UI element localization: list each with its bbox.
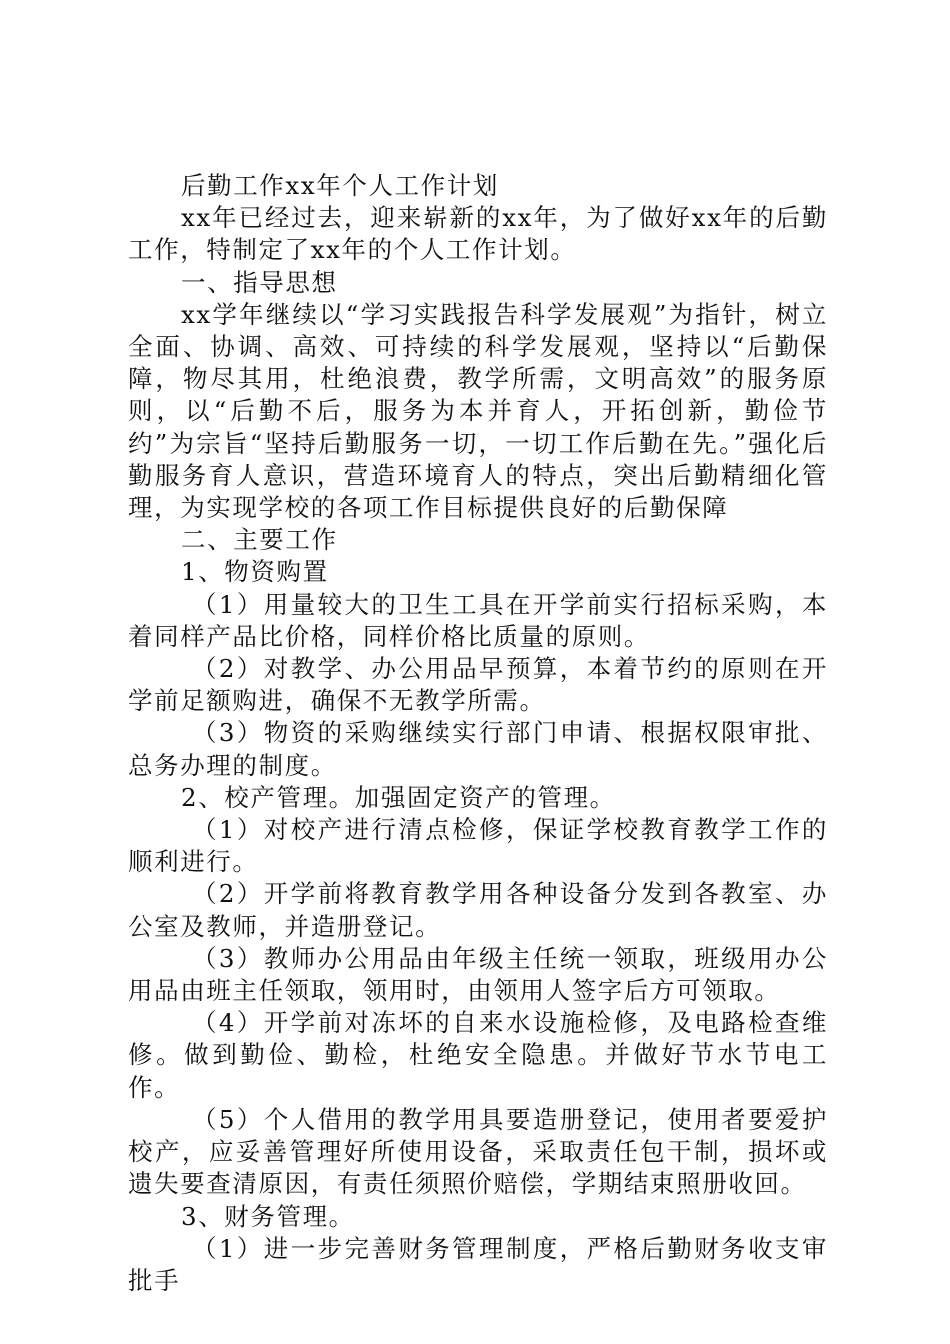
purchase-item-1: （1）用量较大的卫生工具在开学前实行招标采购，本着同样产品比价格，同样价格比质量的原则。 — [128, 589, 828, 651]
asset-item-3: （3）教师办公用品由年级主任统一领取，班级用办公用品由班主任领取，领用时，由领用人签字后方可领取。 — [128, 943, 828, 1006]
document-title: 后勤工作xx年个人工作计划 — [181, 171, 499, 200]
intro-paragraph: xx年已经过去，迎来崭新的xx年，为了做好xx年的后勤工作，特制定了xx年的个人工作计划。 — [128, 203, 828, 265]
asset-item-5: （5）个人借用的教学用具要造册登记，使用者要爱护校产，应妥善管理好所使用设备，采取责任包干制，损坏或遗失要查清原因，有责任须照价赔偿，学期结束照册收回。 — [128, 1104, 828, 1199]
guiding-thought-paragraph: xx学年继续以“学习实践报告科学发展观”为指针，树立全面、协调、高效、可持续的科学发展观，坚持以“后勤保障，物尽其用，杜绝浪费，教学所需，文明高效”的服务原则，以“后勤不后，服务为本并育人，开拓创新，勤俭节约”为宗旨“坚持后勤服务一切，一切工作后勤在先。”强化后勤服务育人意识，营造环境育人的特点，突出后勤精细化管理，为实现学校的各项工作目标提供良好的后勤保障 — [128, 299, 828, 523]
asset-item-4: （4）开学前对冻坏的自来水设施检修，及电路检查维修。做到勤俭、勤检，杜绝安全隐患。并做好节水节电工作。 — [128, 1008, 828, 1102]
subheading-material-purchase: 1、物资购置 — [181, 557, 329, 587]
asset-item-1: （1）对校产进行清点检修，保证学校教育教学工作的顺利进行。 — [128, 815, 828, 877]
subheading-finance-management: 3、财务管理。 — [181, 1201, 355, 1231]
purchase-item-2: （2）对教学、办公用品早预算，本着节约的原则在开学前足额购进，确保不无教学所需。 — [128, 654, 828, 716]
document-body — [128, 170, 828, 1297]
purchase-item-3: （3）物资的采购继续实行部门申请、根据权限审批、总务办理的制度。 — [128, 718, 828, 780]
section-heading-main-work: 二、主要工作 — [181, 525, 338, 555]
subheading-asset-management: 2、校产管理。加强固定资产的管理。 — [181, 782, 616, 812]
asset-item-2: （2）开学前将教育教学用各种设备分发到各教室、办公室及教师，并造册登记。 — [128, 879, 828, 941]
finance-item-1: （1）进一步完善财务管理制度，严格后勤财务收支审批手 — [128, 1233, 828, 1295]
section-heading-guiding-thought: 一、指导思想 — [181, 267, 338, 297]
